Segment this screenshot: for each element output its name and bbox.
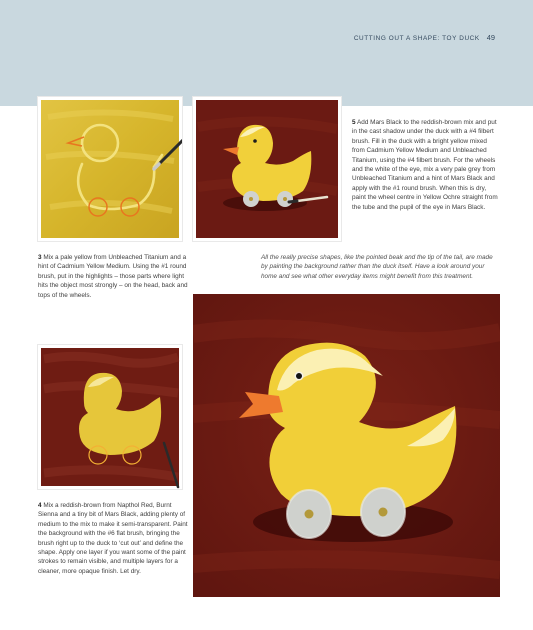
step3-photo (38, 97, 182, 241)
step3-number: 3 (38, 254, 42, 261)
step4-text: Mix a reddish-brown from Napthol Red, Burnt Sienna and a tiny bit of Mars Black, adding plenty of medium to the mix to make it semi-transparent. Paint the background with the #6 flat brush, bringing the brush right up to the duck to ‘cut out’ and define the shape. Apply one layer if you want some of the paint strokes to remain visible, and multiple layers for a cleaner, more opaque finish. Let dry. (38, 502, 188, 575)
page-number: 49 (486, 33, 495, 42)
step5-photo (193, 97, 341, 241)
step5-text: Add Mars Black to the reddish-brown mix and put in the cast shadow under the duck with a #4 filbert brush. Fill in the duck with a bright yellow mixed from Cadmium Yellow Medium and Unbleached Titanium, using the #4 filbert brush. For the wheels and the white of the eye, mix a very pale grey from Unbleached Titanium and a hint of Mars Black and apply with the #1 round brush. When this is dry, paint the wheel centre in Yellow Ochre straight from the tube and the pupil of the eye in Mars Black. (352, 119, 498, 211)
final-painting (193, 294, 500, 597)
final-caption (261, 253, 499, 281)
final-caption-text: All the really precise shapes, like the pointed beak and the tip of the tail, are made by painting the background rather than the duck itself. Have a look around your home and see what other everyday items might benefit from this treatment. (261, 254, 493, 280)
step4-number: 4 (38, 502, 42, 509)
running-header (354, 33, 495, 42)
header-band (0, 0, 533, 106)
step4-caption (38, 501, 188, 576)
step5-number: 5 (352, 119, 356, 126)
step5-caption (352, 118, 500, 212)
step3-caption (38, 253, 188, 300)
step3-text: Mix a pale yellow from Unbleached Titanium and a hint of Cadmium Yellow Medium. Using the #1 round brush, put in the highlights – those parts where light hits the object most strongly – on the head, back and tops of the wheels. (38, 254, 188, 299)
running-title: CUTTING OUT A SHAPE: TOY DUCK (353, 35, 480, 42)
step4-photo (38, 345, 182, 489)
